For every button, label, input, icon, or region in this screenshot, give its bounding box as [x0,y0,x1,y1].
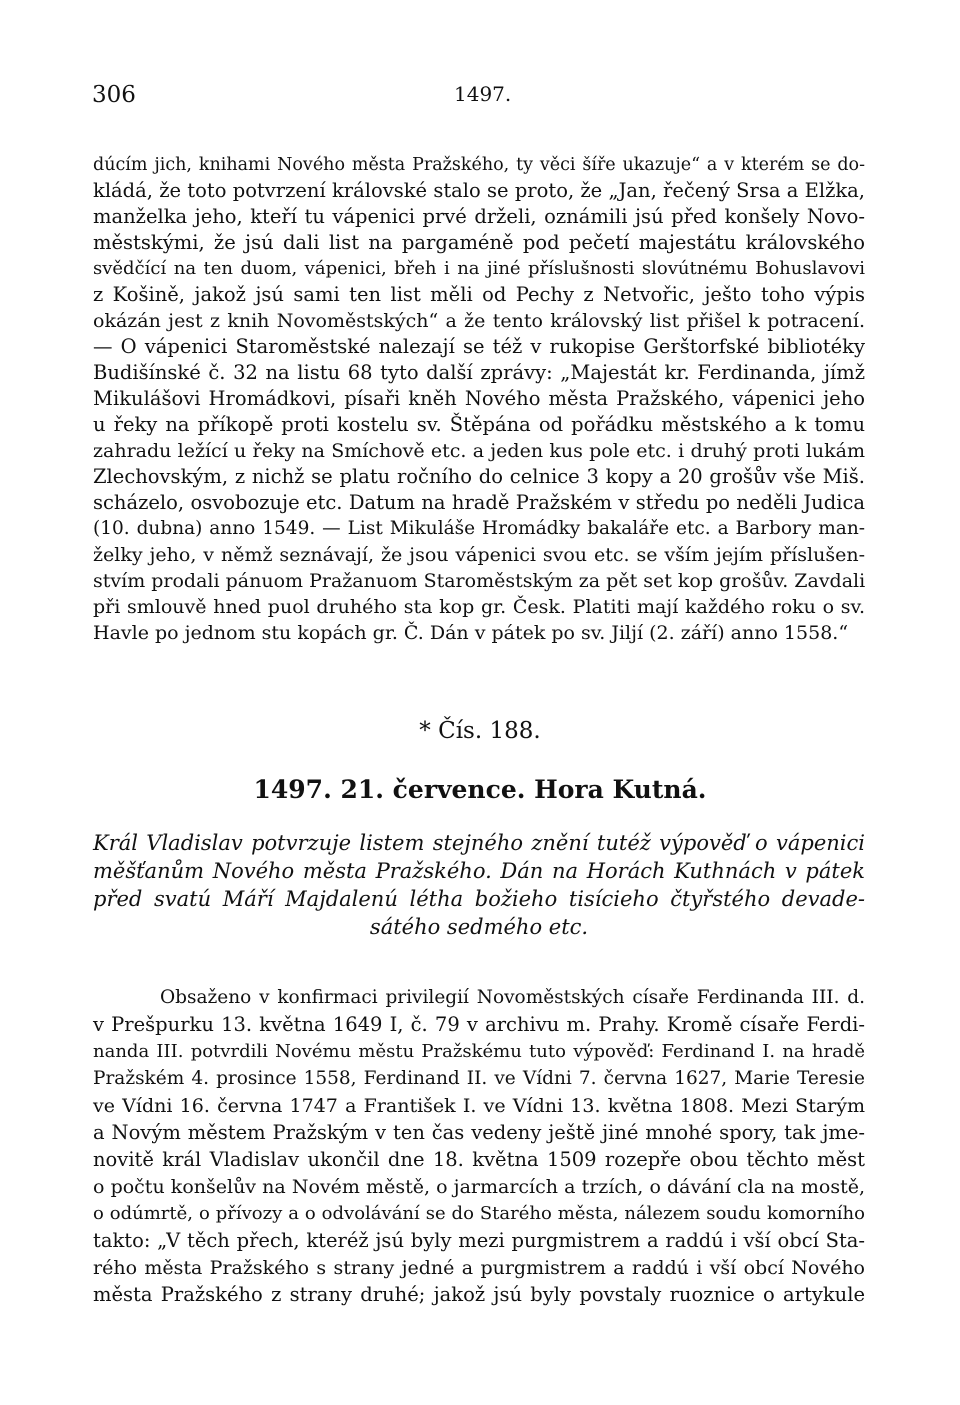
body-line: novitě král Vladislav ukončil dne 18. května 1509 rozepře obou těchto měst [93,1148,865,1171]
text-line: stvím prodali pánuom Pražanuom Staroměstským za pět set kop grošův. Zavdali [93,570,866,592]
text-line: dúcím jich, knihami Nového města Pražského, ty věci šíře ukazuje“ a v kterém se do- [93,155,865,175]
body-line: o počtu konšelův na Novém městě, o jarmarcích a trzích, o dávání cla na mostě, [93,1176,865,1198]
body-line: nanda III. potvrdili Novému městu Pražskému tuto výpověď: Ferdinand I. na hradě [93,1041,865,1062]
text-line: kládá, že toto potvrzení královské stalo se proto, že „Jan, řečený Srsa a Elžka, [93,179,865,202]
text-line: scházelo, osvobozuje etc. Datum na hradě Pražském v středu po neděli Judica [93,491,865,514]
regest-line: před svatú Máří Majdalenú létha božieho tisícieho čtyřstého devade- [93,887,865,911]
page-header [92,82,868,112]
body-line: Obsaženo v konfirmaci privilegií Novoměstských císaře Ferdinanda III. d. [160,987,865,1008]
text-line: Mikulášovi Hromádkovi, písaři kněh Nového města Pražského, vápenici jeho [93,387,865,410]
body-line: města Pražského z strany druhé; jakož jsú byly povstaly ruoznice o artykule [93,1283,865,1306]
text-line: želky jeho, v němž seznávají, že jsou vápenici svou etc. se vším jejím příslušen- [93,544,865,566]
text-line: (10. dubna) anno 1549. — List Mikuláše Hromádky bakaláře etc. a Barbory man- [93,518,865,539]
text-line: svědčící na ten duom, vápenici, břeh i na jiné příslušnosti slovútnému Bohuslavovi [93,258,865,279]
text-line: městskými, že jsú dali list na pargaméně pod pečetí majestátu královského [93,231,865,254]
body-line: Pražském 4. prosince 1558, Ferdinand II. ve Vídni 7. června 1627, Marie Teresie [93,1068,865,1089]
text-line: okázán jest z knih Novoměstských“ a že tento královský list přišel k potracení. [93,310,865,332]
text-line: z Košině, jakož jsú sami ten list měli od Pechy z Netvořic, ješto toho výpis [93,283,865,306]
running-head: 1497. [454,82,512,106]
text-line: při smlouvě hned puol druhého sta kop gr. Česk. Platiti mají každého roku o sv. [93,596,865,618]
text-line: — O vápenici Staroměstské nalezají se též v rukopise Gerštorfské bibliotéky [93,335,865,358]
text-line: Budišínské č. 32 na listu 68 tyto další zprávy: „Majestát kr. Ferdinanda, jímž [93,361,865,384]
text-line: u řeky na příkopě proti kostelu sv. Štěpána od pořádku městského a k tomu [93,413,865,436]
regest-line: sátého sedmého etc. [369,915,589,939]
body-line: ve Vídni 16. června 1747 a František I. ve Vídni 13. května 1808. Mezi Starým [93,1095,865,1117]
regest-line: Král Vladislav potvrzuje listem stejného znění tutéž výpověď o vápenici [93,831,865,855]
page-number: 306 [92,82,136,108]
body-line: takto: „V těch přech, kteréž jsú byly mezi purgmistrem a raddú i vší obcí Sta- [93,1229,865,1252]
regest-line: měšťanům Nového města Pražského. Dán na Horách Kuthnách v pátek [93,859,865,883]
document-number: * Čís. 188. [419,718,541,744]
text-line: zahradu ležící u řeky na Smíchově etc. a jeden kus pole etc. i druhý proti lukám [93,440,865,462]
document-date-place: 1497. 21. července. Hora Kutná. [253,775,707,804]
body-line: o odúmrtě, o přívozy a o odvolávání se do Starého města, nálezem soudu komorního [93,1203,865,1224]
text-line: Havle po jednom stu kopách gr. Č. Dán v pátek po sv. Jiljí (2. září) anno 1558.“ [93,622,849,644]
body-line: rého města Pražského s strany jedné a purgmistrem a raddú i vší obcí Nového [93,1257,865,1279]
body-line: v Prešpurku 13. května 1649 I, č. 79 v archivu m. Prahy. Kromě císaře Ferdi- [93,1013,865,1036]
text-line: manželka jeho, kteří tu vápenici prvé drželi, oznámili jsú před konšely Novo- [93,205,865,228]
text-line: Zlechovským, z nichž se platu ročního do celnice 3 kopy a 20 grošův vše Miš. [93,465,865,488]
body-line: a Novým městem Pražským v ten čas vedeny ještě jiné mnohé spory, tak jme- [93,1121,865,1144]
